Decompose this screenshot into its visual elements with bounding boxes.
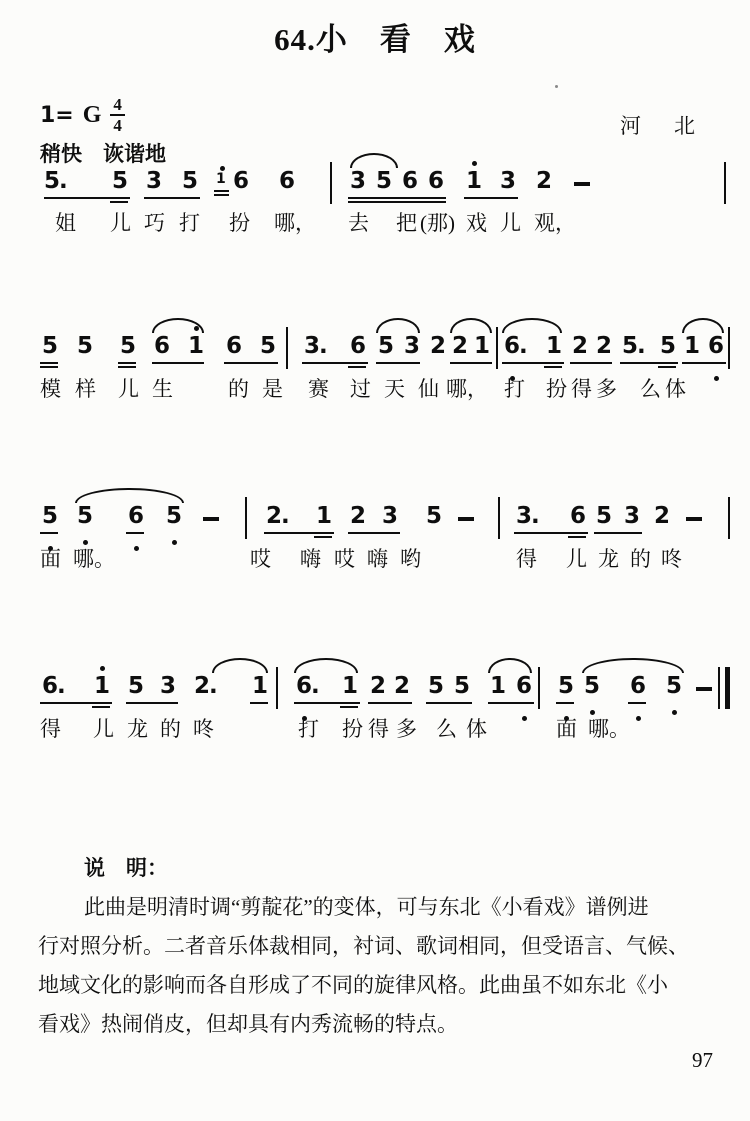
- note: 1: [474, 333, 490, 359]
- rhythm-beam: [314, 536, 332, 538]
- explanation-paragraph: [38, 888, 738, 1044]
- lyric-syllable: 的: [228, 377, 249, 401]
- lyric-syllable: 模: [40, 377, 61, 401]
- barline: [718, 667, 720, 709]
- lyric-syllable: 咚: [193, 717, 214, 741]
- rhythm-beam: [294, 702, 360, 704]
- lyric-syllable: 过: [350, 377, 371, 401]
- lyric-syllable: 面: [556, 717, 577, 741]
- rhythm-beam: [570, 362, 612, 364]
- rhythm-beam: [682, 362, 726, 364]
- rhythm-beam: [214, 194, 229, 196]
- rhythm-beam: [464, 197, 518, 199]
- lyric-syllable: 哎: [334, 547, 355, 571]
- barline: [496, 327, 498, 369]
- rhythm-beam: [250, 702, 268, 704]
- note: 1: [94, 673, 110, 699]
- note: 3: [146, 168, 162, 194]
- lyric-syllable: 的: [160, 717, 181, 741]
- rhythm-beam: [628, 702, 646, 704]
- note: 5: [428, 673, 444, 699]
- note: 6: [402, 168, 418, 194]
- note: 5.: [44, 168, 67, 194]
- rhythm-beam: [488, 702, 534, 704]
- meter-numerator: 4: [110, 96, 125, 116]
- barline: [330, 162, 332, 204]
- note: 3.: [304, 333, 327, 359]
- lyric-syllable: 儿: [118, 377, 139, 401]
- time-signature: [110, 96, 125, 134]
- note: 5: [128, 673, 144, 699]
- rhythm-beam: [658, 366, 676, 368]
- rhythm-beam: [40, 366, 58, 368]
- note: 6: [428, 168, 444, 194]
- note: 5: [596, 503, 612, 529]
- note: 6.: [42, 673, 65, 699]
- rhythm-beam: [514, 532, 588, 534]
- slur-arc: [152, 318, 204, 333]
- lyric-syllable: 多: [396, 717, 417, 741]
- note: 1: [188, 333, 204, 359]
- note: 3: [350, 168, 366, 194]
- note: 6: [226, 333, 242, 359]
- note: 1: [466, 168, 482, 194]
- lyric-syllable: 得: [571, 377, 592, 401]
- slur-arc: [294, 658, 358, 673]
- note: 5: [42, 333, 58, 359]
- note: 5.: [622, 333, 645, 359]
- rhythm-beam: [620, 362, 678, 364]
- note: 6: [708, 333, 724, 359]
- note: 5: [112, 168, 128, 194]
- octave-dot-below: [134, 546, 139, 551]
- explanation-line: 行对照分析。二者音乐体裁相同，衬词、歌词相同，但受语言、气候、: [38, 934, 689, 958]
- tempo-marking: 稍快 诙谐地: [40, 143, 166, 166]
- lyric-syllable: 哪，: [446, 377, 488, 401]
- rhythm-beam: [502, 362, 564, 364]
- octave-dot-above: [220, 166, 225, 171]
- rhythm-beam: [556, 702, 574, 704]
- note: 3: [500, 168, 516, 194]
- lyric-syllable: 儿: [93, 717, 114, 741]
- lyric-syllable: 仙: [418, 377, 439, 401]
- lyric-syllable: 天: [384, 377, 405, 401]
- lyric-syllable: 得: [40, 717, 61, 741]
- note: 6: [630, 673, 646, 699]
- note: 5: [77, 503, 93, 529]
- barline: [245, 497, 247, 539]
- lyric-syllable: 哪。: [73, 547, 115, 571]
- rhythm-beam: [40, 532, 58, 534]
- slur-arc: [502, 318, 562, 333]
- lyric-syllable: 儿: [566, 547, 587, 571]
- rhythm-beam: [348, 201, 446, 203]
- note: 5: [426, 503, 442, 529]
- rhythm-beam: [348, 532, 400, 534]
- lyric-syllable: 哎: [250, 547, 271, 571]
- lyric-syllable: 打: [504, 377, 525, 401]
- lyric-syllable: 观，: [534, 211, 576, 235]
- explanation-heading: 说 明：: [84, 857, 168, 880]
- lyric-syllable: 赛: [308, 377, 329, 401]
- lyric-syllable: 哪，: [274, 211, 316, 235]
- note: 3: [624, 503, 640, 529]
- octave-dot-below: [172, 540, 177, 545]
- barline: [286, 327, 288, 369]
- lyric-syllable: 嗨: [367, 547, 388, 571]
- lyric-syllable: 把: [396, 211, 417, 235]
- octave-dot-above: [100, 666, 105, 671]
- rhythm-beam: [348, 197, 446, 199]
- barline: [498, 497, 500, 539]
- rhythm-beam: [152, 362, 204, 364]
- note: 5: [166, 503, 182, 529]
- rhythm-beam: [450, 362, 492, 364]
- rhythm-beam: [302, 362, 368, 364]
- note: 2: [572, 333, 588, 359]
- note: 2: [370, 673, 386, 699]
- explanation-line: 看戏》热闹俏皮，但却具有内秀流畅的特点。: [38, 1012, 458, 1036]
- print-speck: [555, 85, 558, 88]
- explanation-line: 地域文化的影响而各自形成了不同的旋律风格。此曲虽不如东北《小: [38, 973, 668, 997]
- page-number: 97: [692, 1048, 713, 1072]
- meter-denominator: 4: [113, 116, 122, 135]
- note: 1: [546, 333, 562, 359]
- rhythm-beam: [544, 366, 562, 368]
- octave-dot-below: [636, 716, 641, 721]
- lyric-syllable: 多: [596, 377, 617, 401]
- note: 2: [350, 503, 366, 529]
- lyric-syllable: 得: [368, 717, 389, 741]
- lyric-syllable: 戏: [466, 211, 487, 235]
- lyric-syllable: 哪。: [588, 717, 630, 741]
- barline: [276, 667, 278, 709]
- note: 2: [596, 333, 612, 359]
- rhythm-beam: [126, 532, 144, 534]
- note: 5: [454, 673, 470, 699]
- note: 2.: [266, 503, 289, 529]
- note: 5: [558, 673, 574, 699]
- note: 1: [316, 503, 332, 529]
- note: 6: [516, 673, 532, 699]
- dash-note: [696, 687, 712, 691]
- slur-arc: [75, 488, 184, 503]
- lyric-syllable: 儿: [110, 211, 131, 235]
- lyric-syllable: 体: [665, 377, 686, 401]
- note: 1: [490, 673, 506, 699]
- note: 2: [394, 673, 410, 699]
- octave-dot-above: [472, 161, 477, 166]
- rhythm-beam: [40, 362, 58, 364]
- slur-arc: [376, 318, 420, 333]
- lyric-syllable: 得: [516, 547, 537, 571]
- slur-arc: [488, 658, 532, 673]
- octave-dot-below: [672, 710, 677, 715]
- note: 1: [342, 673, 358, 699]
- key-letter: G: [82, 101, 102, 128]
- rhythm-beam: [44, 197, 130, 199]
- note: 2.: [194, 673, 217, 699]
- rhythm-beam: [368, 702, 412, 704]
- lyric-syllable: 么: [640, 377, 661, 401]
- rhythm-beam: [40, 702, 112, 704]
- slur-arc: [682, 318, 724, 333]
- lyric-syllable: 扮: [229, 211, 250, 235]
- key-signature: [40, 96, 125, 134]
- rhythm-beam: [426, 702, 472, 704]
- note: 3: [404, 333, 420, 359]
- lyric-syllable: 打: [298, 717, 319, 741]
- note: 5: [182, 168, 198, 194]
- note: 6: [350, 333, 366, 359]
- barline: [724, 162, 726, 204]
- rhythm-beam: [568, 536, 586, 538]
- dash-note: [203, 517, 219, 521]
- song-title: 64.小 看 戏: [274, 22, 476, 57]
- lyric-syllable: 样: [75, 377, 96, 401]
- note: 2: [536, 168, 552, 194]
- octave-dot-below: [522, 716, 527, 721]
- slur-arc: [212, 658, 268, 673]
- lyric-syllable: 的: [630, 547, 651, 571]
- octave-dot-below: [83, 540, 88, 545]
- note: 3: [160, 673, 176, 699]
- note: 1: [252, 673, 268, 699]
- note: 6: [128, 503, 144, 529]
- lyric-syllable: 儿: [500, 211, 521, 235]
- dash-note: [458, 517, 474, 521]
- grace-note: 1: [216, 171, 225, 187]
- rhythm-beam: [110, 201, 128, 203]
- lyric-syllable: 龙: [127, 717, 148, 741]
- rhythm-beam: [118, 366, 136, 368]
- note: 5: [120, 333, 136, 359]
- rhythm-beam: [264, 532, 334, 534]
- note: 5: [77, 333, 93, 359]
- lyric-syllable: 嗨: [300, 547, 321, 571]
- rhythm-beam: [348, 366, 366, 368]
- lyric-syllable: 么: [436, 717, 457, 741]
- note: 5: [260, 333, 276, 359]
- lyric-syllable: 生: [152, 377, 173, 401]
- note: 2: [430, 333, 446, 359]
- key-prefix: 1=: [40, 102, 74, 128]
- lyric-syllable: 打: [179, 211, 200, 235]
- note: 5: [584, 673, 600, 699]
- note: 3.: [516, 503, 539, 529]
- note: 3: [382, 503, 398, 529]
- lyric-syllable: 扮: [342, 717, 363, 741]
- rhythm-beam: [126, 702, 178, 704]
- rhythm-beam: [224, 362, 278, 364]
- lyric-syllable: 姐: [55, 211, 76, 235]
- barline: [728, 327, 730, 369]
- note: 6: [154, 333, 170, 359]
- slur-arc: [350, 153, 398, 168]
- rhythm-beam: [340, 706, 358, 708]
- final-barline: [725, 667, 730, 709]
- note: 6: [279, 168, 295, 194]
- note: 2: [452, 333, 468, 359]
- lyric-syllable: 面: [40, 547, 61, 571]
- note: 2: [654, 503, 670, 529]
- note: 6: [570, 503, 586, 529]
- rhythm-beam: [118, 362, 136, 364]
- lyric-syllable: 龙: [598, 547, 619, 571]
- lyric-syllable: 咚: [661, 547, 682, 571]
- barline: [538, 667, 540, 709]
- rhythm-beam: [144, 197, 200, 199]
- octave-dot-below: [714, 376, 719, 381]
- rhythm-beam: [594, 532, 642, 534]
- lyric-syllable: 是: [262, 377, 283, 401]
- lyric-syllable: 体: [466, 717, 487, 741]
- lyric-syllable: 巧: [144, 211, 165, 235]
- dash-note: [574, 182, 590, 186]
- octave-dot-below: [590, 710, 595, 715]
- lyric-syllable: 哟: [400, 547, 421, 571]
- lyric-syllable: 去: [348, 211, 369, 235]
- note: 5: [376, 168, 392, 194]
- lyric-syllable: (那): [420, 211, 455, 235]
- note: 5: [378, 333, 394, 359]
- note: 5: [660, 333, 676, 359]
- note: 6: [233, 168, 249, 194]
- rhythm-beam: [92, 706, 110, 708]
- barline: [728, 497, 730, 539]
- slur-arc: [582, 658, 684, 673]
- lyric-syllable: 扮: [546, 377, 567, 401]
- note: 1: [684, 333, 700, 359]
- slur-arc: [450, 318, 492, 333]
- note: 5: [666, 673, 682, 699]
- rhythm-beam: [376, 362, 420, 364]
- dash-note: [686, 517, 702, 521]
- rhythm-beam: [214, 190, 229, 192]
- note: 6.: [296, 673, 319, 699]
- note: 5: [42, 503, 58, 529]
- note: 6.: [504, 333, 527, 359]
- explanation-line: 此曲是明清时调“剪靛花”的变体，可与东北《小看戏》谱例进: [84, 895, 649, 919]
- region-label: 河 北: [620, 114, 701, 138]
